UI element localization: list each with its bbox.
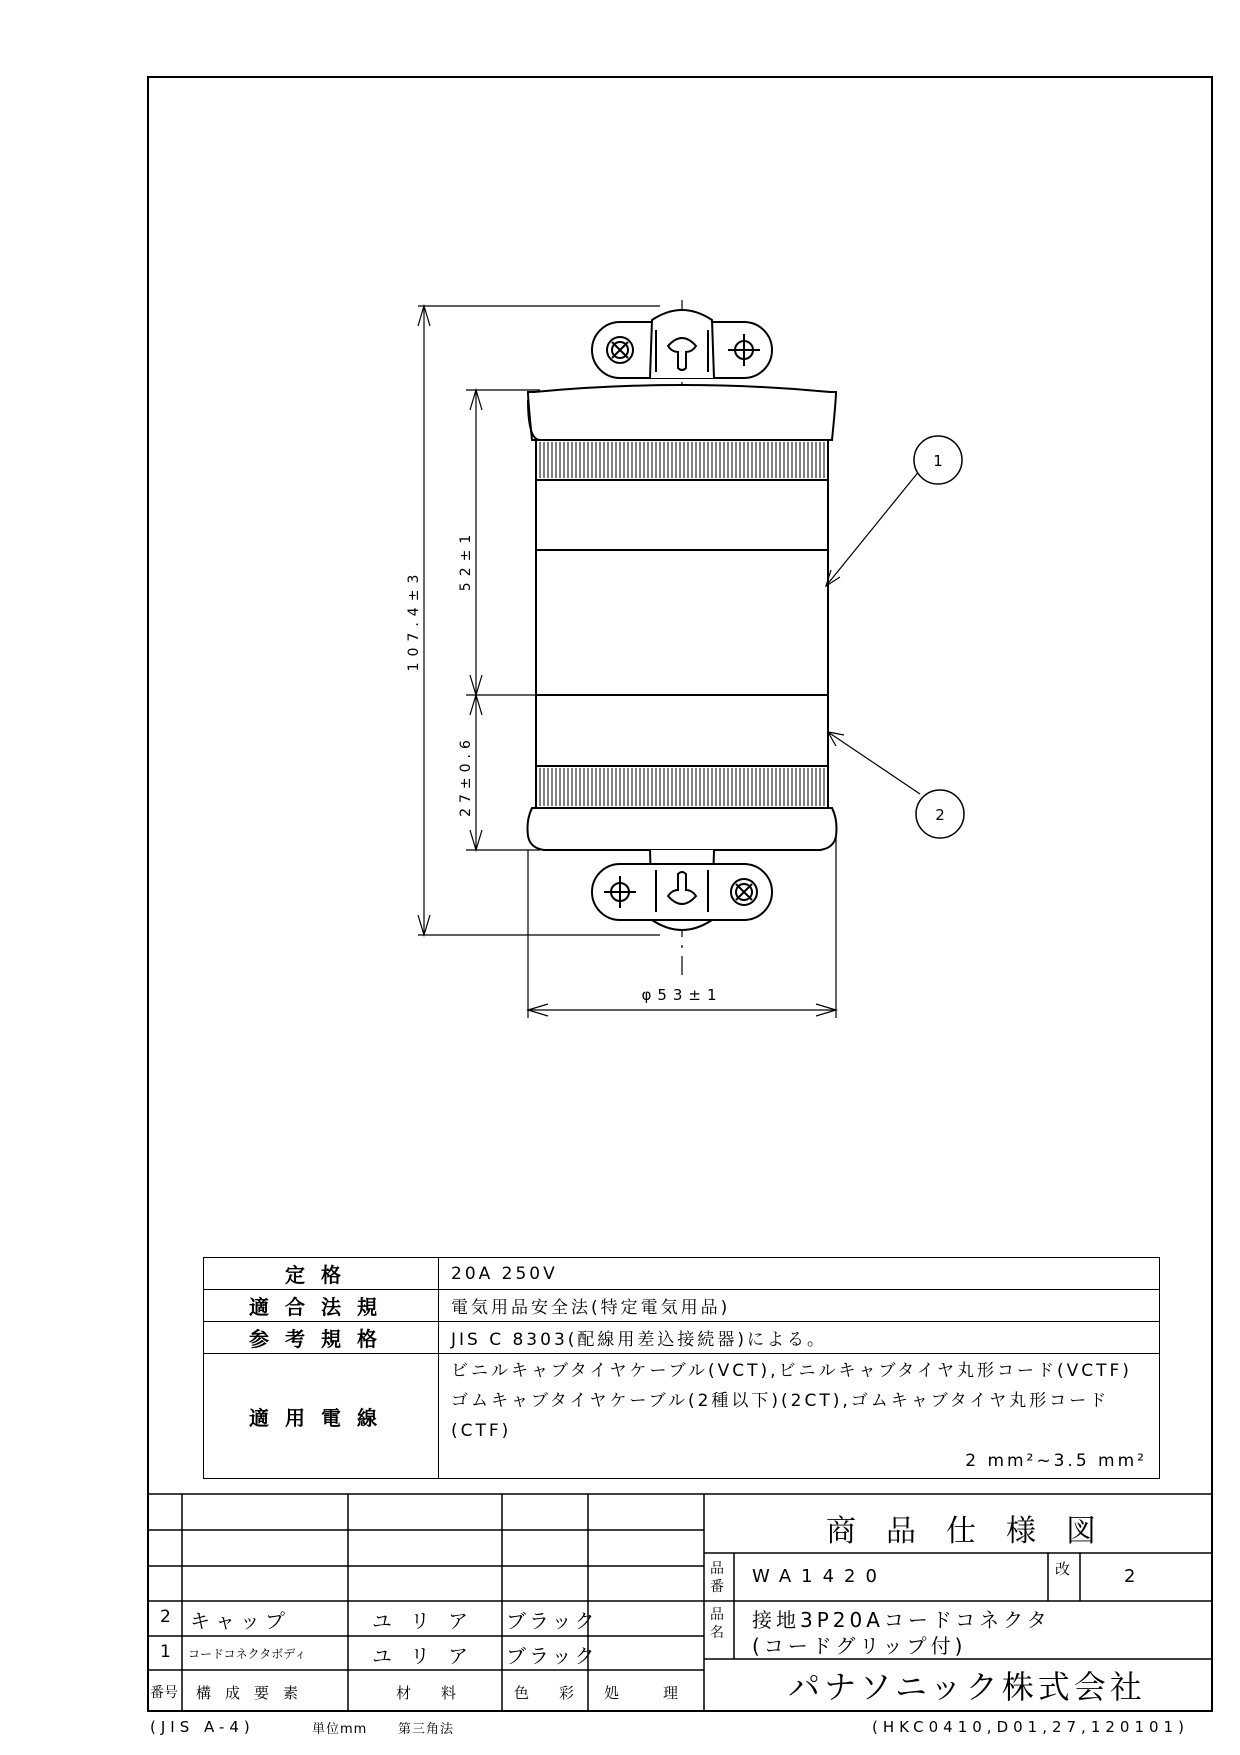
wire-line-2: ゴムキャブタイヤケーブル(2種以下)(2CT),ゴムキャブタイヤ丸形コード(CTF) — [451, 1391, 1110, 1441]
header-treatment: 処理 — [604, 1684, 723, 1702]
dim-body-length: 52±1 — [458, 528, 474, 592]
hinmei-label: 品名 — [710, 1607, 725, 1641]
callout-2-label: 2 — [935, 806, 945, 824]
part-material: ユリア — [372, 1609, 486, 1633]
product-name-1: 接地3P20Aコードコネクタ — [752, 1608, 1051, 1632]
spec-row-rating — [204, 1258, 1160, 1290]
spec-value — [439, 1354, 1160, 1479]
spec-table — [203, 1257, 1160, 1479]
header-color: 色彩 — [514, 1684, 605, 1702]
spec-label: 参考規格 — [204, 1322, 439, 1354]
footer-projection: 第三角法 — [398, 1722, 455, 1737]
part-no: 2 — [160, 1607, 177, 1627]
hinban-label: 品番 — [710, 1561, 725, 1595]
spec-value: JIS C 8303(配線用差込接続器)による。 — [439, 1322, 1160, 1354]
bottom-mount-plate — [592, 850, 772, 930]
top-cap — [528, 385, 836, 440]
header-no: 番号 — [150, 1685, 178, 1701]
spec-row-wire — [204, 1354, 1160, 1479]
dim-diameter: φ53±1 — [641, 986, 723, 1004]
footer-paper-size: (JIS A-4) — [150, 1718, 255, 1736]
doc-title: 商品仕様図 — [826, 1514, 1126, 1549]
connector-body — [536, 480, 828, 766]
spec-row-law — [204, 1290, 1160, 1322]
company-name: パナソニック株式会社 — [788, 1668, 1146, 1706]
part-no: 1 — [160, 1642, 177, 1662]
top-mount-plate — [592, 310, 772, 378]
wire-line-1: ビニルキャブタイヤケーブル(VCT),ビニルキャブタイヤ丸形コード(VCTF) — [451, 1361, 1132, 1381]
wire-size: 2 mm²~3.5 mm² — [965, 1451, 1147, 1471]
spec-label: 定格 — [204, 1258, 439, 1290]
callout-1-label: 1 — [933, 452, 943, 470]
header-material: 材料 — [396, 1684, 487, 1702]
product-name-2: (コードグリップ付) — [752, 1634, 967, 1658]
part-color: ブラック — [506, 1644, 598, 1668]
rev-label: 改 — [1055, 1560, 1072, 1578]
footer-unit: 単位mm — [312, 1722, 368, 1737]
product-number: WA1420 — [752, 1566, 887, 1587]
part-component: キャップ — [190, 1609, 290, 1633]
spec-label: 適合法規 — [204, 1290, 439, 1322]
header-component: 構成要素 — [196, 1684, 313, 1702]
spec-value: 電気用品安全法(特定電気用品) — [439, 1290, 1160, 1322]
rev-number: 2 — [1124, 1566, 1142, 1587]
part-component: コードコネクタボディ — [188, 1647, 307, 1661]
dim-overall-length: 107.4±3 — [406, 568, 422, 672]
spec-row-standard — [204, 1322, 1160, 1354]
spec-value: 20A 250V — [439, 1258, 1160, 1290]
part-material: ユリア — [372, 1644, 486, 1668]
bottom-cap — [528, 808, 837, 850]
footer-doc-code: (HKC0410,D01,27,120101) — [872, 1718, 1189, 1736]
dim-cap-length: 27±0.6 — [458, 735, 474, 817]
part-color: ブラック — [506, 1609, 598, 1633]
spec-label: 適用電線 — [204, 1354, 439, 1479]
